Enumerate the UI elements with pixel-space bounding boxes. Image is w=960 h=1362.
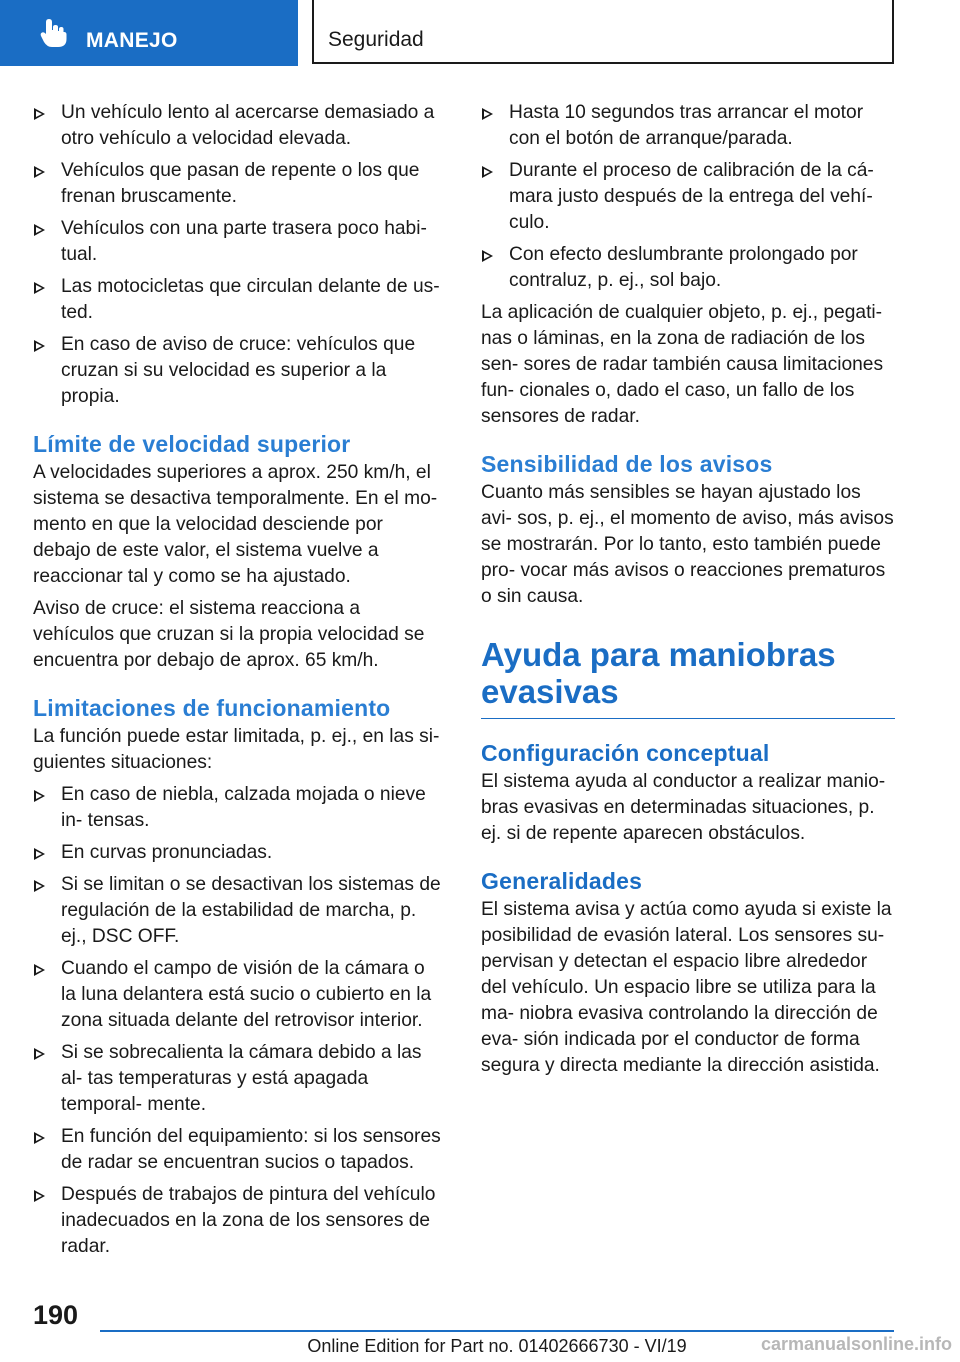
paragraph-objects: La aplicación de cualquier objeto, p. ej., pegati‐ nas o láminas, en la zona de radiación de los sen‐ sores de radar también causa limitaciones fun‐ cionales o, dado el caso, un fallo de los sensores de radar. [481,302,884,427]
paragraph-limitations: La función puede estar limitada, p. ej., en las si‐ guientes situaciones: [33,726,440,773]
list-item-text: Vehículos con una parte trasera poco habi‐ tual. [61,218,427,265]
triangle-bullet-icon [482,250,493,262]
triangle-bullet-icon [34,790,45,802]
list-item-text: Si se sobrecalienta la cámara debido a las al‐ tas temperaturas y está apagada temporal‐ mente. [61,1042,422,1115]
section-title-evasive: Ayuda para maniobras evasivas [481,636,895,719]
list-item-text: Si se limitan o se desactivan los sistemas de regulación de la estabilidad de marcha, p. ej., DSC OFF. [61,874,441,947]
section-tab [0,0,298,66]
list-item-text: En caso de aviso de cruce: vehículos que cruzan si su velocidad es superior a la propia. [61,334,416,407]
paragraph-sensitivity: Cuanto más sensibles se hayan ajustado los avi‐ sos, p. ej., el momento de aviso, más avisos se mostrarán. Por lo tanto, esto también puede pro‐ vocar más avisos o reacciones prematuros o sin causa. [481,482,894,607]
paragraph-general: El sistema avisa y actúa como ayuda si existe la posibilidad de evasión lateral. Los sensores su‐ pervisan y detectan el espacio libre alrededor del vehículo. Un espacio libre se utiliza para la ma‐ niobra evasiva controlando la dirección de eva‐ sión indicada por el conductor de forma segura y directa mediante la dirección asistida. [481,899,892,1076]
watermark: carmanualsonline.info [760,1334,952,1354]
list-item [33,1182,443,1260]
bullet-list-limitations [33,782,443,1260]
footer-edition: Online Edition for Part no. 01402666730 - VI/19 [307,1336,687,1356]
bullet-list-situations-cont [481,100,895,294]
list-item [33,274,443,326]
list-item [33,956,443,1034]
list-item [33,840,443,866]
list-item-text: Cuando el campo de visión de la cámara o la luna delantera está sucio o cubierto en la zona situada delante del retrovisor interior. [61,958,432,1031]
list-item [33,872,443,950]
triangle-bullet-icon [34,1048,45,1060]
heading-limitations: Limitaciones de funcionamiento [33,695,391,721]
list-item [481,242,895,294]
list-item [33,332,443,410]
list-item [33,100,443,152]
list-item [33,782,443,834]
right-column [481,100,895,1085]
list-item-text: Vehículos que pasan de repente o los que frenan bruscamente. [61,160,420,207]
list-item-text: Un vehículo lento al acercarse demasiado a otro vehículo a velocidad elevada. [61,102,435,149]
chapter-title: Seguridad [328,28,424,51]
section-label: MANEJO [86,29,178,52]
triangle-bullet-icon [34,964,45,976]
list-item [33,216,443,268]
triangle-bullet-icon [34,880,45,892]
hand-icon [40,18,68,48]
triangle-bullet-icon [34,1190,45,1202]
list-item [33,1124,443,1176]
page-header [0,0,960,66]
list-item-text: En función del equipamiento: si los sensores de radar se encuentran sucios o tapados. [61,1126,441,1173]
heading-general: Generalidades [481,868,643,894]
page-number: 190 [33,1300,79,1330]
list-item-text: Las motocicletas que circulan delante de us‐ ted. [61,276,440,323]
triangle-bullet-icon [34,224,45,236]
triangle-bullet-icon [34,166,45,178]
triangle-bullet-icon [482,108,493,120]
paragraph-concept: El sistema ayuda al conductor a realizar manio‐ bras evasivas en determinadas situaciones, p. ej. si de repente aparecen obstáculos. [481,771,886,844]
footer-divider [100,1330,894,1332]
list-item-text: En curvas pronunciadas. [61,842,273,863]
list-item-text: Después de trabajos de pintura del vehículo inadecuados en la zona de los sensores de radar. [61,1184,436,1257]
triangle-bullet-icon [482,166,493,178]
heading-sensitivity: Sensibilidad de los avisos [481,451,773,477]
triangle-bullet-icon [34,1132,45,1144]
triangle-bullet-icon [34,282,45,294]
list-item-text: Con efecto deslumbrante prolongado por contraluz, p. ej., sol bajo. [509,244,858,291]
bullet-list-situations [33,100,443,410]
list-item [481,158,895,236]
paragraph-speed-2: Aviso de cruce: el sistema reacciona a vehículos que cruzan si la propia velocidad se encuentra por debajo de aprox. 65 km/h. [33,598,425,671]
triangle-bullet-icon [34,848,45,860]
list-item-text: En caso de niebla, calzada mojada o nieve in‐ tensas. [61,784,426,831]
list-item [33,1040,443,1118]
triangle-bullet-icon [34,340,45,352]
list-item [481,100,895,152]
list-item [33,158,443,210]
list-item-text: Durante el proceso de calibración de la cá‐ mara justo después de la entrega del vehí‐ culo. [509,160,874,233]
left-column [33,100,443,1266]
heading-speed-limit: Límite de velocidad superior [33,431,351,457]
heading-concept: Configuración conceptual [481,740,770,766]
paragraph-speed-1: A velocidades superiores a aprox. 250 km/h, el sistema se desactiva temporalmente. En el mo‐ mento en que la velocidad desciende por debajo de este valor, el sistema vuelve a reaccionar tal y como se ha ajustado. [33,462,438,587]
triangle-bullet-icon [34,108,45,120]
list-item-text: Hasta 10 segundos tras arrancar el motor con el botón de arranque/parada. [509,102,864,149]
chapter-box [312,0,894,64]
